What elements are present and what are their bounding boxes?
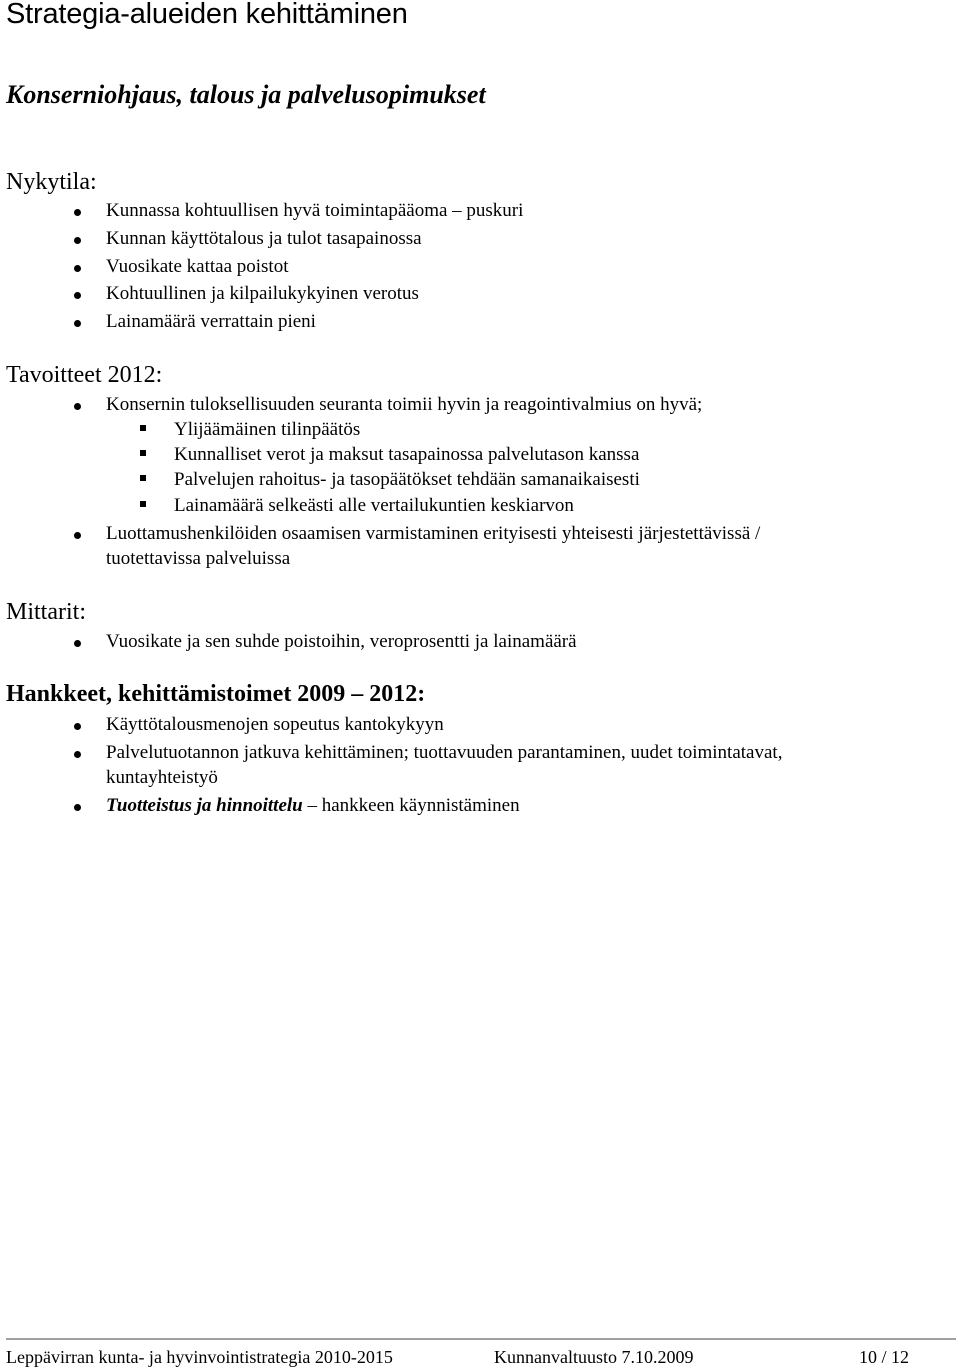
- bullet-icon: [74, 532, 81, 539]
- section-title: Konserniohjaus, talous ja palvelusopimukset: [6, 80, 486, 109]
- bullet-icon: [74, 237, 81, 244]
- bullet-icon: [74, 751, 81, 758]
- square-bullet-icon: [140, 425, 146, 431]
- square-bullet-icon: [140, 501, 146, 507]
- tavoitteet-heading: Tavoitteet 2012:: [6, 362, 163, 388]
- bullet-icon: [74, 804, 81, 811]
- bullet-icon: [74, 209, 81, 216]
- mittarit-heading: Mittarit:: [6, 599, 86, 625]
- footer-page-number: 10 / 12: [858, 1347, 909, 1367]
- hankkeet-heading: Hankkeet, kehittämistoimet 2009 – 2012:: [6, 681, 426, 707]
- bullet-icon: [74, 292, 81, 299]
- item-text: – hankkeen käynnistäminen: [302, 795, 520, 816]
- square-bullet-icon: [140, 450, 146, 456]
- footer-center: Kunnanvaltuusto 7.10.2009: [494, 1347, 694, 1367]
- bullet-icon: [74, 723, 81, 730]
- bullet-icon: [74, 265, 81, 272]
- bullet-icon: [74, 403, 81, 410]
- nykytila-heading: Nykytila:: [6, 169, 97, 195]
- bullet-icon: [74, 640, 81, 647]
- bullet-icon: [74, 320, 81, 327]
- page-title: Strategia-alueiden kehittäminen: [6, 0, 408, 30]
- footer-divider: [6, 1338, 956, 1340]
- footer-left: Leppävirran kunta- ja hyvinvointistrategia 2010-2015: [6, 1347, 393, 1367]
- emphasis-text: Tuotteistus ja hinnoittelu: [106, 795, 303, 816]
- square-bullet-icon: [140, 475, 146, 481]
